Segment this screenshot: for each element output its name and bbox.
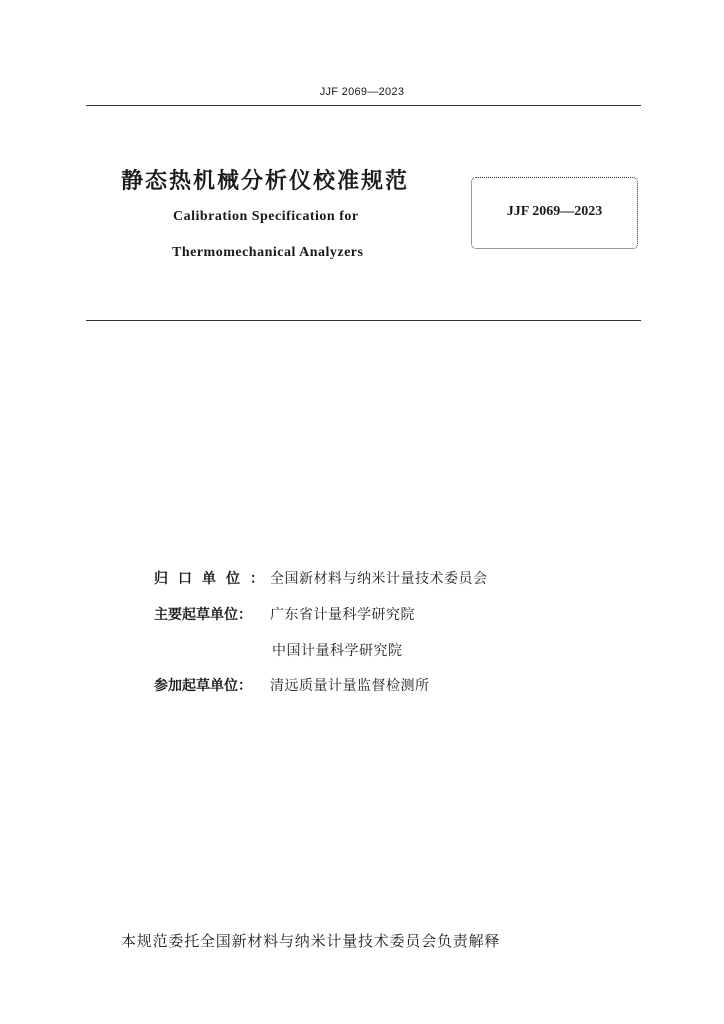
main-drafting-unit-row [154, 604, 415, 624]
code-box-text: JJF 2069—2023 [506, 204, 603, 219]
header-code: JJF 2069—2023 [319, 86, 405, 98]
bottom-rule [86, 320, 641, 321]
participating-unit-value: 清远质量计量监督检测所 [270, 678, 430, 694]
participating-unit-row [154, 675, 430, 695]
responsible-unit-value: 全国新材料与纳米计量技术委员会 [270, 571, 488, 587]
main-drafting-unit-label: 主要起草单位： [154, 607, 252, 623]
main-drafting-unit-row-2 [272, 640, 403, 660]
title-english-line-2: Thermomechanical Analyzers [172, 245, 364, 260]
responsible-unit-row [154, 568, 488, 588]
footer-note: 本规范委托全国新材料与纳米计量技术委员会负责解释 [121, 932, 501, 950]
responsible-unit-label: 归口单位： [154, 571, 274, 587]
main-drafting-unit-value-2: 中国计量科学研究院 [272, 643, 403, 659]
title-english-line-1: Calibration Specification for [173, 209, 359, 224]
title-chinese: 静态热机械分析仪校准规范 [121, 169, 410, 194]
main-drafting-unit-value-1: 广东省计量科学研究院 [270, 607, 415, 623]
top-rule [86, 105, 641, 106]
participating-unit-label: 参加起草单位： [154, 678, 252, 694]
